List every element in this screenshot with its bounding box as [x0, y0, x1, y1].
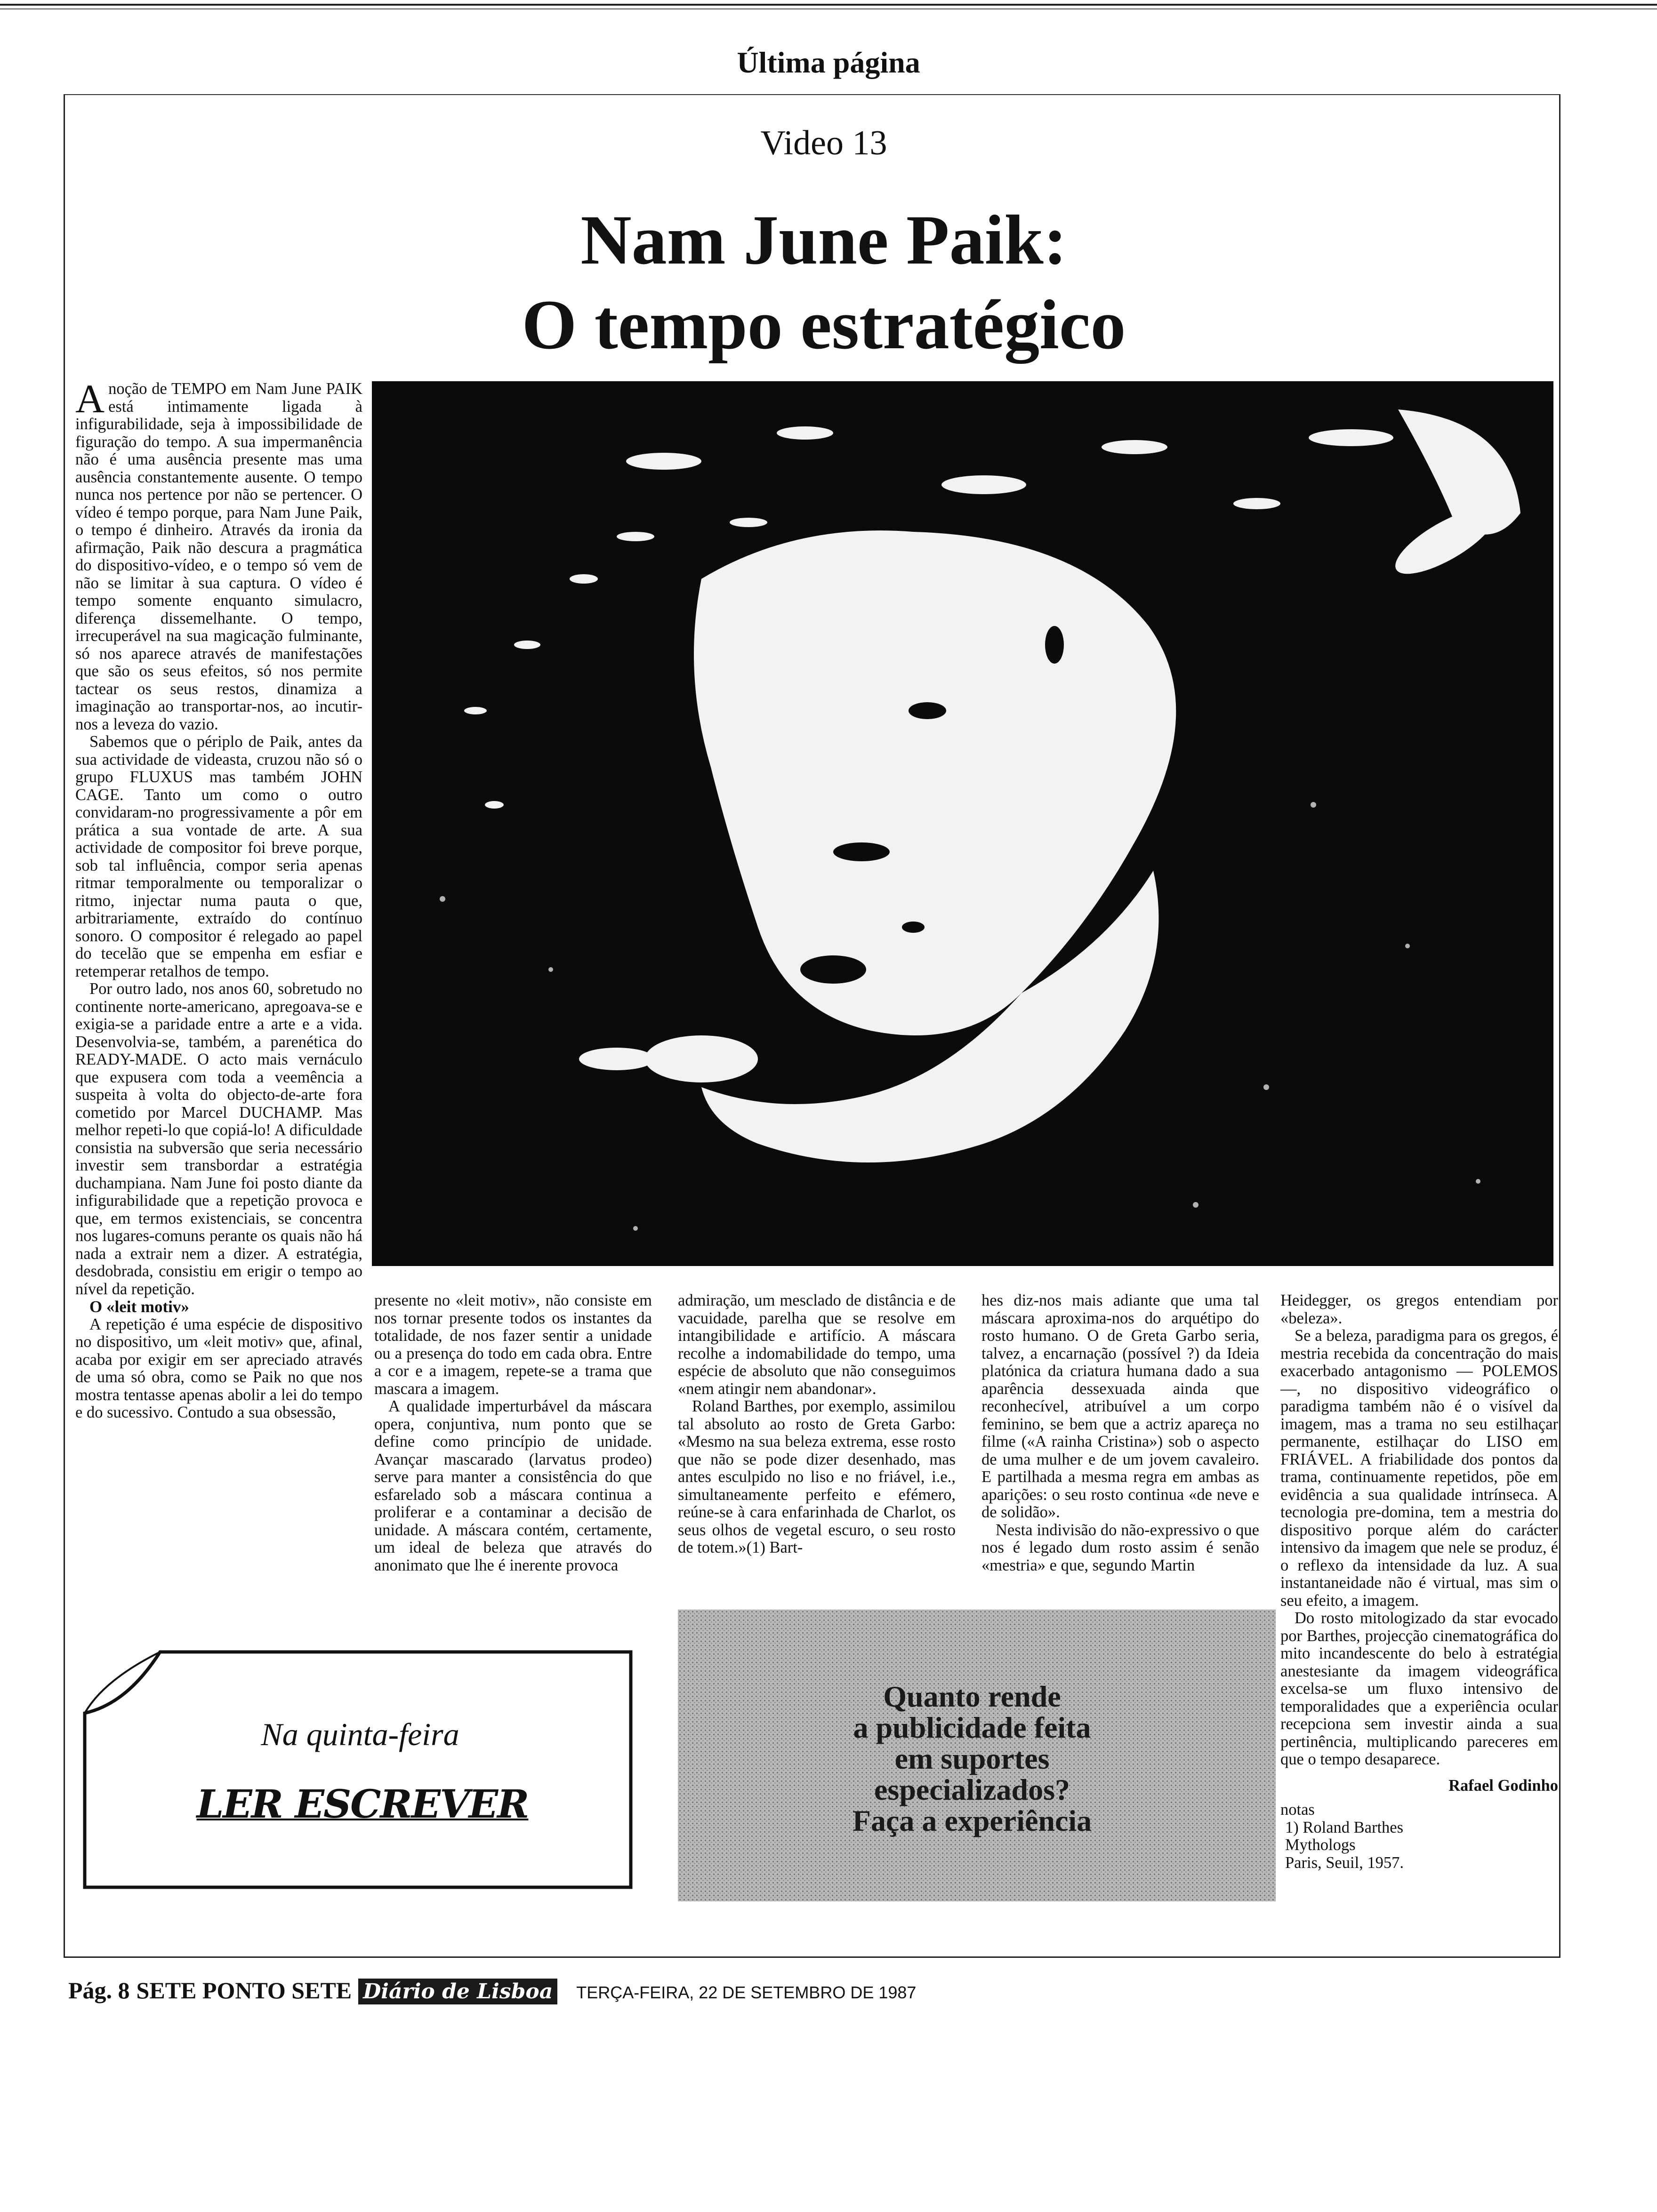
paragraph: Heidegger, os gregos entendiam por «beleza». [1280, 1291, 1558, 1327]
paragraph: Por outro lado, nos anos 60, sobretudo no continente norte-americano, apregoava-se e exigia-se a paridade entre a arte e a vida. Desenvolvia-se, também, a parenética do READY-MADE. O acto mais vernáculo que expusera com toda a veemência a suspeita à volta do objecto-de-arte fora cometido por Marcel DUCHAMP. Mas melhor repeti-lo que copiá-lo! A dificuldade consistia na subversão que seria necessário investir sem transbordar a estratégia duchampiana. Nam June foi posto diante da infigurabilidade que a repetição provoca e que, em termos existenciais, se concentra nos lugares-comuns perante os quais não há nada a extrair nem a dizer. A estratégia, desdobrada, consistiu em erigir o tempo ao nível da repetição. [75, 980, 362, 1298]
paragraph: A qualidade imperturbável da máscara opera, conjuntiva, num ponto que se define como princípio de unidade. Avançar mascarado (larvatus prodeo) serve para manter a consistência do que esfarelado sob a máscara continua a proliferar e a contaminar a decisão de unidade. A máscara contém, certamente, um ideal de beleza que através do anonimato que lhe é inerente provoca [374, 1397, 652, 1574]
subheading: O «leit motiv» [89, 1298, 189, 1316]
paragraph: admiração, um mesclado de distância e de vacuidade, parelha que se resolve em intangibilidade e artifício. A máscara recolhe a indomabilidade do tempo, uma espécie de absoluto que não conseguimos «nem atingir nem abandonar». [678, 1291, 956, 1398]
author-byline: Rafael Godinho [1448, 1776, 1558, 1795]
drop-cap: A [75, 376, 105, 421]
ad-text [763, 1681, 1182, 1836]
photo-image [372, 381, 1553, 1266]
paragraph: Roland Barthes, por exemplo, assimilou tal absoluto ao rosto de Greta Garbo: «Mesmo na sua beleza extrema, esse rosto que não se pode dizer desenhado, mas antes esculpido no liso e no friável, i.e., simultaneamente perfeito e efémero, reúne-se à cara enfarinhada de Charlot, os seus olhos de vegetal escuro, o seu rosto de totem.»(1) Bart- [678, 1397, 956, 1556]
column-1 [75, 376, 362, 1422]
paragraph: Do rosto mitologizado da star evocado por Barthes, projecção cinematográfica do mito incandescente do belo à estratégia anestesiante da imagem videográfica excelsa-se um fluxo intensivo de temporalidades que a experiência ocular recepciona sem investir ainda a sua pertinência, multiplicando pareceres em que o tempo desaparece. [1280, 1609, 1558, 1768]
paragraph: hes diz-nos mais adiante que uma tal máscara aproxima-nos do arquétipo do rosto humano. O de Greta Garbo seria, talvez, a encarnação (possível ?) da Ideia platónica da criatura humana dado a sua aparência dessexuada ainda que reconhecível, atribuível a um corpo feminino, se bem que a actriz apareça no filme («A rainha Cristina») sob o aspecto de uma mulher e de um jovem cavaleiro. E partilhada a mesma regra em ambas as aparições: o seu rosto continua «de neve e de solidão». [981, 1291, 1259, 1521]
ad-frame [75, 1633, 645, 1897]
paragraph: Nesta indivisão do não-expressivo o que nos é legado dum rosto assim é senão «mestria» e que, segundo Martin [981, 1521, 1259, 1574]
newspaper-logo: Diário de Lisboa [358, 1979, 557, 2004]
paragraph-text: noção de TEMPO em Nam June PAIK está intimamente ligada à infigurabilidade, seja à impossibilidade de figuração do tempo. A sua impermanência não é uma ausência presente mas uma ausência constantemente ausente. O tempo nunca nos pertence por não se pertencer. O vídeo é tempo porque, para Nam June Paik, o tempo é dinheiro. Através da ironia da afirmação, Paik não descura a pragmática do dispositivo-vídeo, e o tempo só vem de não se limitar à sua captura. O vídeo é tempo somente enquanto simulacro, diferença dissemelhante. O tempo, irrecuperável na sua magicação fulminante, só nos aparece através de manifestações que são os seus efeitos, só nos permite tactear os seus restos, dinamiza a imaginação ao transportar-nos, ao incutir-nos a leveza do vazio. [75, 380, 362, 733]
notes [1280, 1801, 1558, 1872]
notes-title: notas [1280, 1801, 1315, 1819]
page-number: Pág. 8 [68, 1977, 130, 2004]
title-line-1: Nam June Paik: [580, 201, 1067, 279]
column-3 [678, 1292, 956, 1557]
paragraph: presente no «leit motiv», não consiste em nos tornar presente todos os instantes da totalidade, de nos fazer sentir a unidade ou a presença do todo em cada obra. Entre a cor e a imagem, repete-se a trama que mascara a imagem. [374, 1291, 652, 1398]
supplement-name: SETE PONTO SETE [136, 1977, 352, 2004]
ad-line: a publicidade feita [853, 1711, 1091, 1744]
column-2 [374, 1292, 652, 1574]
paragraph: Sabemos que o périplo de Paik, antes da sua actividade de videasta, cruzou não só o grupo FLUXUS mas também JOHN CAGE. Tanto um como o outro convidaram-no progressivamente a pôr em prática a sua vontade de arte. A sua actividade de compositor foi breve porque, sob tal influência, compor seria apenas ritmar temporalmente ou temporalizar o ritmo, injectar numa pauta o que, arbitrariamente, extraído do contínuo sonoro. O compositor é relegado ao papel do tecelão que se empenha em esfiar e retemperar retalhos de tempo. [75, 733, 362, 980]
article-kicker: Video 13 [760, 124, 887, 162]
title-line-2: O tempo estratégico [522, 286, 1126, 364]
paragraph: Se a beleza, paradigma para os gregos, é mestria recebida da concentração do mais exacerbado antagonismo — POLEMOS —, no dispositivo videográfico o paradigma também não é o visível da imagem, mas a trama no seu estilhaçar permanente, estilhaçar do LISO em FRIÁVEL. A friabilidade dos pontos da trama, continuamente repetidos, põe em evidência a sua qualidade intrínseca. A tecnologia pre-domina, tem a mestria do dispositivo porque além do carácter intensivo da imagem que nele se produz, é o reflexo da intensidade da luz. A sua instantaneidade não é virtual, mas sim o seu efeito, a imagem. [1280, 1327, 1558, 1610]
note-line: 1) Roland Barthes [1285, 1818, 1404, 1836]
top-rule-thin [0, 8, 1657, 9]
ler-escrever-ad [75, 1633, 645, 1897]
top-rule [0, 4, 1657, 6]
paragraph [75, 376, 362, 733]
paragraph: A repetição é uma espécie de dispositivo no dispositivo, um «leit motiv» que, afinal, acaba por exigir em ser apreciado através de uma só obra, como se Paik no que nos mostra tentasse apenas abolir a lei do tempo e do sucessivo. Contudo a sua obsessão, [75, 1315, 362, 1421]
column-5 [1280, 1292, 1558, 1872]
ler-escrever-logo: LER ESCREVER [196, 1782, 529, 1827]
note-line: Paris, Seuil, 1957. [1285, 1853, 1404, 1872]
issue-date: TERÇA-FEIRA, 22 DE SETEMBRO DE 1987 [576, 1983, 917, 2002]
section-header: Última página [737, 46, 920, 79]
ad-line: Quanto rende [883, 1680, 1061, 1713]
ad-line: Faça a experiência [852, 1804, 1092, 1837]
publicidade-ad [678, 1610, 1276, 1901]
ad-line: em suportes [894, 1742, 1050, 1775]
ad-line: especializados? [874, 1773, 1070, 1806]
portrait-photo [372, 381, 1553, 1266]
article-title [330, 198, 1318, 367]
column-4 [981, 1292, 1259, 1574]
note-line: Mythologs [1285, 1836, 1356, 1854]
page-footer [68, 1977, 916, 2005]
ad-weekday: Na quinta-feira [261, 1716, 459, 1752]
